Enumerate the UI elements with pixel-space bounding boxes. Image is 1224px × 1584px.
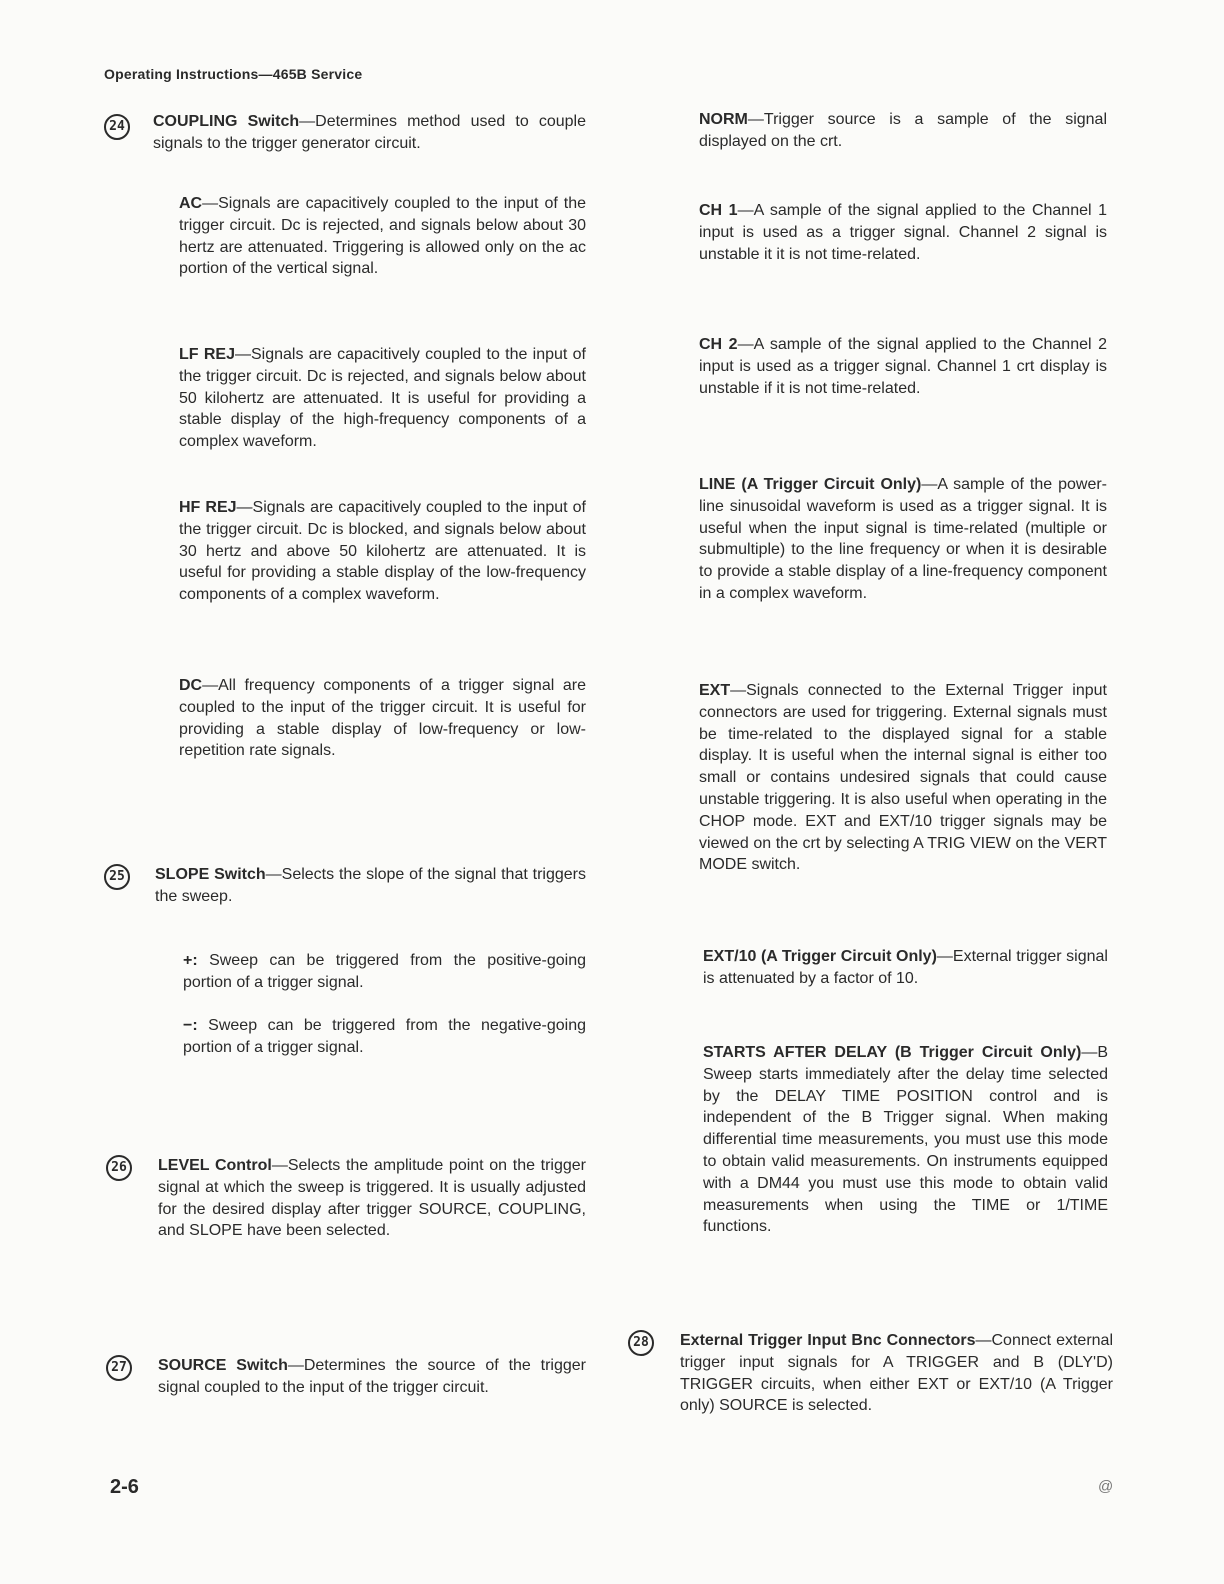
ch1-term: CH 1 [699, 202, 738, 219]
lfrej-text: —Signals are capacitively coupled to the input of the trigger circuit. Dc is rejected, and signals below about 50 kilohertz are attenuated. It is useful for providing a stable display of the high-frequency components of a complex waveform. [179, 346, 586, 451]
ac-text: —Signals are capacitively coupled to the input of the trigger circuit. Dc is rejected, and signals below about 30 hertz are attenuated. Triggering is allowed only on the ac portion of the vertical signal. [179, 195, 586, 278]
ext-paragraph [699, 680, 1107, 876]
ext-term: EXT [699, 682, 731, 699]
ext-text: —Signals connected to the External Trigger input connectors are used for triggering. External signals must be time-related to the displayed signal for a stable display. It is useful when the internal signal is either too small or contains undesired signals that could cause unstable triggering. It is also useful when operating in the CHOP mode. EXT and EXT/10 trigger signals may be viewed on the crt by selecting A TRIG VIEW on the VERT MODE switch. [699, 682, 1107, 874]
footer-mark: @ [1098, 1478, 1114, 1495]
coupling-text: —Determines method used to couple signals to the trigger generator circuit. [153, 113, 587, 152]
plus-paragraph [183, 950, 586, 994]
line-text: —A sample of the power-line sinusoidal waveform is used as a trigger signal. It is useful when the input signal is time-related (multiple or submultiple) to the line frequency or when it is desirable to provide a stable display of a line-frequency component in a complex waveform. [699, 476, 1108, 602]
starts-after-delay-text: —B Sweep starts immediately after the delay time selected by the DELAY TIME POSITION control and is independent of the B Trigger signal. When making differential time measurements, you must use this mode to obtain valid measurements. On instruments equipped with a DM44 you must use this mode to obtain valid measurements when using the TIME or 1/TIME functions. [703, 1044, 1108, 1236]
item-number-26: 26 [106, 1155, 132, 1181]
source-term: SOURCE Switch [158, 1357, 288, 1374]
item-number-25: 25 [104, 864, 130, 890]
ext10-text: —External trigger signal is attenuated by a factor of 10. [703, 948, 1108, 987]
ac-paragraph [179, 193, 586, 280]
lfrej-paragraph [179, 344, 586, 453]
item-number-28: 28 [628, 1330, 654, 1356]
level-term: LEVEL Control [158, 1157, 272, 1174]
slope-term: SLOPE Switch [155, 866, 266, 883]
norm-text: —Trigger source is a sample of the signal displayed on the crt. [699, 111, 1107, 150]
ch1-text: —A sample of the signal applied to the Channel 1 input is used as a trigger signal. Channel 2 signal is unstable it it is not time-related. [699, 202, 1107, 263]
ch1-paragraph [699, 200, 1107, 265]
dc-text: —All frequency components of a trigger signal are coupled to the input of the trigger circuit. It is useful for providing a stable display of low-frequency or low-repetition rate signals. [179, 677, 586, 760]
norm-paragraph [699, 109, 1107, 153]
ext10-paragraph [703, 946, 1108, 990]
norm-term: NORM [699, 111, 748, 128]
plus-text: Sweep can be triggered from the positive-going portion of a trigger signal. [183, 952, 586, 991]
plus-term: +: [183, 952, 198, 969]
source-paragraph [158, 1355, 586, 1399]
starts-after-delay-term: STARTS AFTER DELAY (B Trigger Circuit Only) [703, 1044, 1082, 1061]
level-text: —Selects the amplitude point on the trigger signal at which the sweep is triggered. It is usually adjusted for the desired display after trigger SOURCE, COUPLING, and SLOPE have been selected. [158, 1157, 587, 1240]
line-term: LINE (A Trigger Circuit Only) [699, 476, 922, 493]
coupling-term: COUPLING Switch [153, 113, 300, 130]
item-number-24: 24 [104, 114, 130, 140]
coupling-paragraph [153, 111, 586, 155]
ch2-text: —A sample of the signal applied to the Channel 2 input is used as a trigger signal. Channel 1 crt display is unstable if it is not time-related. [699, 336, 1107, 397]
dc-term: DC [179, 677, 203, 694]
hfrej-term: HF REJ [179, 499, 237, 516]
minus-paragraph [183, 1015, 586, 1059]
item-number-27: 27 [106, 1355, 132, 1381]
line-paragraph [699, 474, 1107, 605]
external-trigger-text: —Connect external trigger input signals for A TRIGGER and B (DLY'D) TRIGGER circuits, when either EXT or EXT/10 (A Trigger only) SOURCE is selected. [680, 1332, 1113, 1415]
minus-text: Sweep can be triggered from the negative-going portion of a trigger signal. [183, 1017, 586, 1056]
ext10-term: EXT/10 (A Trigger Circuit Only) [703, 948, 937, 965]
external-trigger-paragraph [680, 1330, 1113, 1417]
ch2-term: CH 2 [699, 336, 738, 353]
level-paragraph [158, 1155, 586, 1242]
minus-term: −: [183, 1017, 198, 1034]
dc-paragraph [179, 675, 586, 762]
lfrej-term: LF REJ [179, 346, 235, 363]
ch2-paragraph [699, 334, 1107, 399]
external-trigger-term: External Trigger Input Bnc Connectors [680, 1332, 976, 1349]
slope-paragraph [155, 864, 586, 908]
source-text: —Determines the source of the trigger signal coupled to the input of the trigger circuit. [158, 1357, 586, 1396]
slope-text: —Selects the slope of the signal that triggers the sweep. [155, 866, 586, 905]
starts-after-delay-paragraph [703, 1042, 1108, 1238]
page-header: Operating Instructions—465B Service [104, 66, 363, 82]
hfrej-paragraph [179, 497, 586, 606]
page-number: 2-6 [110, 1476, 139, 1498]
ac-term: AC [179, 195, 203, 212]
hfrej-text: —Signals are capacitively coupled to the input of the trigger circuit. Dc is blocked, and signals below about 30 hertz and above 50 kilohertz are attenuated. It is useful for providing a stable display of the low-frequency components of a complex waveform. [179, 499, 586, 604]
